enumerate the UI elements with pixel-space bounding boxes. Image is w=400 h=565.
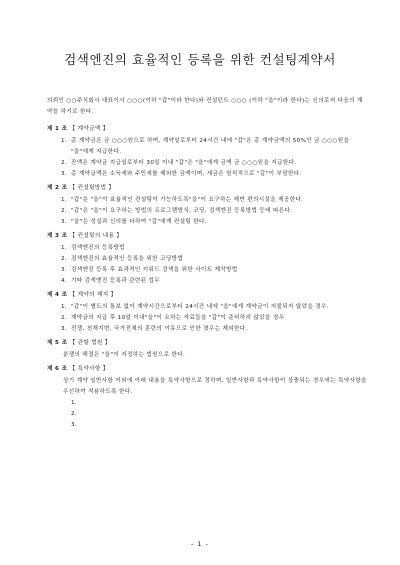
list-item <box>47 169 367 180</box>
item-number: 3. <box>61 171 68 177</box>
list-item <box>47 243 367 254</box>
article-3 <box>47 231 367 287</box>
article-heading: 【 계약금액 】 <box>69 126 109 132</box>
item-text: "갑"은 "을"이 효율적인 컨설팅이 가능하도록"을"이 요구하는 제반 편의시설을 제공한다. <box>71 197 304 203</box>
article-number: 제 1 조 <box>47 126 68 132</box>
item-text: "갑"이 별도의 통보 없이 계약시간으로부터 24시간 내에 "을"에게 계약금이 지불되지 않았을 경우. <box>71 304 329 310</box>
item-number: 2. <box>61 208 68 214</box>
article-heading: 【 컨설팅방법 】 <box>69 185 115 191</box>
list-item <box>47 206 367 217</box>
list-item <box>47 195 367 206</box>
item-number: 3. <box>61 267 68 273</box>
article-4 <box>47 290 367 335</box>
page-number: - 1 - <box>191 540 209 548</box>
list-item <box>47 158 367 169</box>
item-number: 3. <box>61 326 68 332</box>
item-text: 검색엔진 등록 후 효과적인 키워드 검색을 위한 사이트 제작방법 <box>71 267 238 273</box>
item-text: 기타 검색엔진 등록과 관련된 업무 <box>71 278 161 284</box>
item-number: 1. <box>61 138 68 144</box>
article-6 <box>47 364 367 431</box>
list-item <box>47 217 367 228</box>
item-text: 검색엔진의 효율적인 등록을 위한 코딩방법 <box>71 256 184 262</box>
item-text: "을"은 성실과 신의를 다하여 "갑"에게 컨설팅 한다. <box>71 219 207 225</box>
article-heading: 【 계약의 해지 】 <box>69 292 117 298</box>
list-item <box>47 136 367 158</box>
articles-list <box>47 124 367 434</box>
item-text: 총 계약금은 금 ○○○원으로 하며, 계약일로부터 24시간 내에 "갑"은 총 계약금액의 50%인 금 ○○○원을 "을"에게 지급한다. <box>71 138 350 155</box>
item-text: 잔액은 계약금 지급일로부터 30일 이내 "갑"은 "을"에게 금액 금 ○○○원을 지급한다. <box>71 160 297 166</box>
item-number: 1. <box>61 197 68 203</box>
list-item <box>47 254 367 265</box>
article-2 <box>47 183 367 228</box>
item-number: 4. <box>61 278 68 284</box>
item-text: 계약금의 지급 후 10일 이내"을"이 요하는 자료들을 "갑"이 준비하지 않았을 경우 <box>71 315 285 321</box>
list-item <box>47 265 367 276</box>
item-text: 총 계약금액은 소득세와 주민세를 제외한 금액이며, 세금은 원칙적으로 "갑"이 부담한다. <box>71 171 302 177</box>
item-text: 검색엔진의 등록방법 <box>71 245 125 251</box>
article-heading: 【 컨설팅의 내용 】 <box>69 233 123 239</box>
article-number: 제 2 조 <box>47 185 68 191</box>
list-item <box>47 276 367 287</box>
article-number: 제 6 조 <box>47 366 68 372</box>
item-number: 1. <box>61 245 68 251</box>
article-paragraph: 상기 계약 일반사항 이외에 아래 내용을 특약사항으로 정하며, 일반사항과 특약사항이 상충되는 경우에는 특약사항을 우선하여 적용하도록 한다. <box>63 378 367 395</box>
item-text: "갑"은 "을"이 요구하는 방법의 프로그램방식, 코딩, 검색엔진 등록방법 등에 따른다. <box>71 208 293 214</box>
blank-item: 2. <box>71 411 78 417</box>
item-number: 3. <box>61 219 68 225</box>
item-number: 1. <box>61 304 68 310</box>
page-title: 검색엔진의 효율적인 등록을 위한 컨설팅계약서 <box>64 52 336 67</box>
article-number: 제 4 조 <box>47 292 68 298</box>
article-heading: 【 관할 법원 】 <box>69 340 111 346</box>
article-number: 제 3 조 <box>47 233 68 239</box>
article-paragraph: 분쟁의 해결은 "을"이 지정하는 법원으로 한다. <box>63 352 186 358</box>
blank-item: 3. <box>71 422 78 428</box>
list-item <box>47 313 367 324</box>
article-heading: 【 특약사항 】 <box>69 366 109 372</box>
item-number: 2. <box>61 256 68 262</box>
article-5 <box>47 338 367 361</box>
item-number: 2. <box>61 315 68 321</box>
intro-paragraph: 의뢰인 ○○주식회사 대표이사 ○○○(이하 "갑"이라 한다)와 컨설턴트 ○○○ (이하 "을"이라 한다)는 신의로써 다음의 계약을 하기로 한다. <box>47 98 363 115</box>
item-text: 전쟁, 천재지변, 국가전체의 혼란의 이유으로 인한 경우는 제외한다. <box>71 326 248 332</box>
list-item <box>47 302 367 313</box>
article-number: 제 5 조 <box>47 340 68 346</box>
blank-item: 1. <box>71 400 78 406</box>
item-number: 2. <box>61 160 68 166</box>
list-item <box>47 324 367 335</box>
article-1 <box>47 124 367 180</box>
